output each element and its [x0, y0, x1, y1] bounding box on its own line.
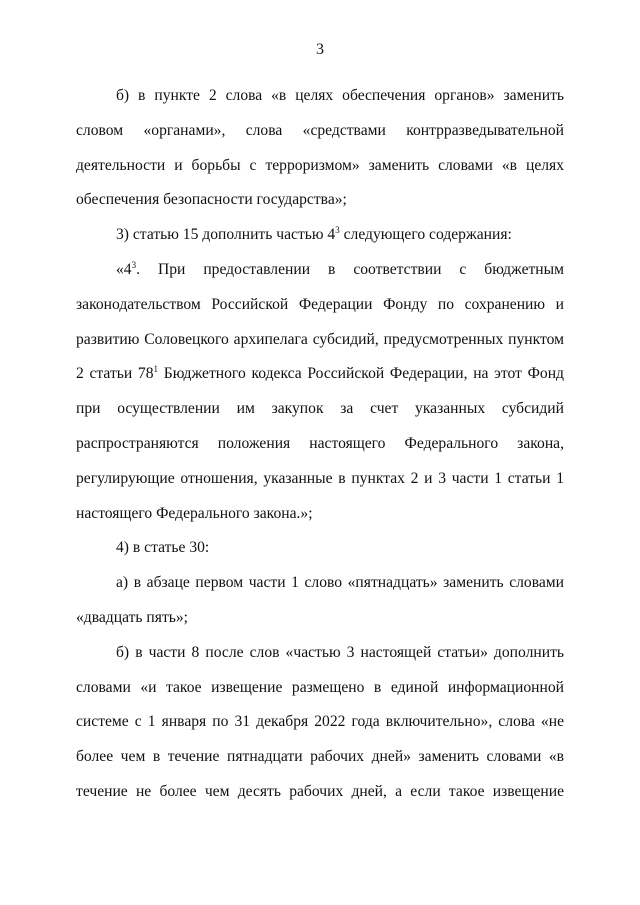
superscript: 3: [335, 225, 340, 236]
paragraph-amendment-b: [76, 79, 564, 218]
page-number: 3: [316, 41, 324, 58]
document-body: [76, 79, 564, 810]
paragraph-text: Бюджетного кодекса Российской Федерации, на этот Фонд при осуществлении им закупок за счет указанных субсидий распространяются положения настоящего Федерального закона, регулирующие отношения, указанные в пунктах 2 и 3 части 1 статьи 1 настоящего Федерального закона.»;: [76, 365, 564, 522]
paragraph-text: 4) в статье 30:: [116, 539, 210, 557]
paragraph-text: 3) статью 15 дополнить частью 4: [116, 226, 336, 244]
superscript: 3: [131, 259, 137, 270]
paragraph-text: б) в пункте 2 слова «в целях обеспечения органов» заменить словом «органами», слова «средствами контрразведывательной деятельности и борьбы с терроризмом» заменить словами «в целях обеспечения безопасности государства»;: [76, 87, 564, 209]
paragraph-item-3: [76, 218, 564, 253]
paragraph-text: б) в части 8 после слов «частью 3 настоящей статьи» дополнить словами «и такое извещение размещено в единой информационной системе с 1 января по 31 декабря 2022 года включительно», слова «не более чем в течение пятнадцати рабочих дней» заменить словами «в течение не более чем десять рабочих дней, а если такое извещение: [76, 643, 564, 800]
paragraph-part-4-3: [76, 253, 564, 531]
paragraph-text: «4: [116, 260, 132, 278]
paragraph-item-4: [76, 531, 564, 566]
paragraph-amendment-a: [76, 566, 564, 636]
paragraph-text: следующего содержания:: [339, 226, 512, 244]
paragraph-text: . При предоставлении в соответствии с бюджетным законодательством Российской Федерации Фонду по сохранению и развитию Соловецкого архипелага субсидий, предусмотренных пунктом 2 статьи 78: [76, 260, 564, 383]
paragraph-text: а) в абзаце первом части 1 слово «пятнадцать» заменить словами «двадцать пять»;: [76, 574, 564, 626]
paragraph-amendment-b-part-8: [76, 636, 564, 810]
superscript: 1: [153, 364, 159, 375]
